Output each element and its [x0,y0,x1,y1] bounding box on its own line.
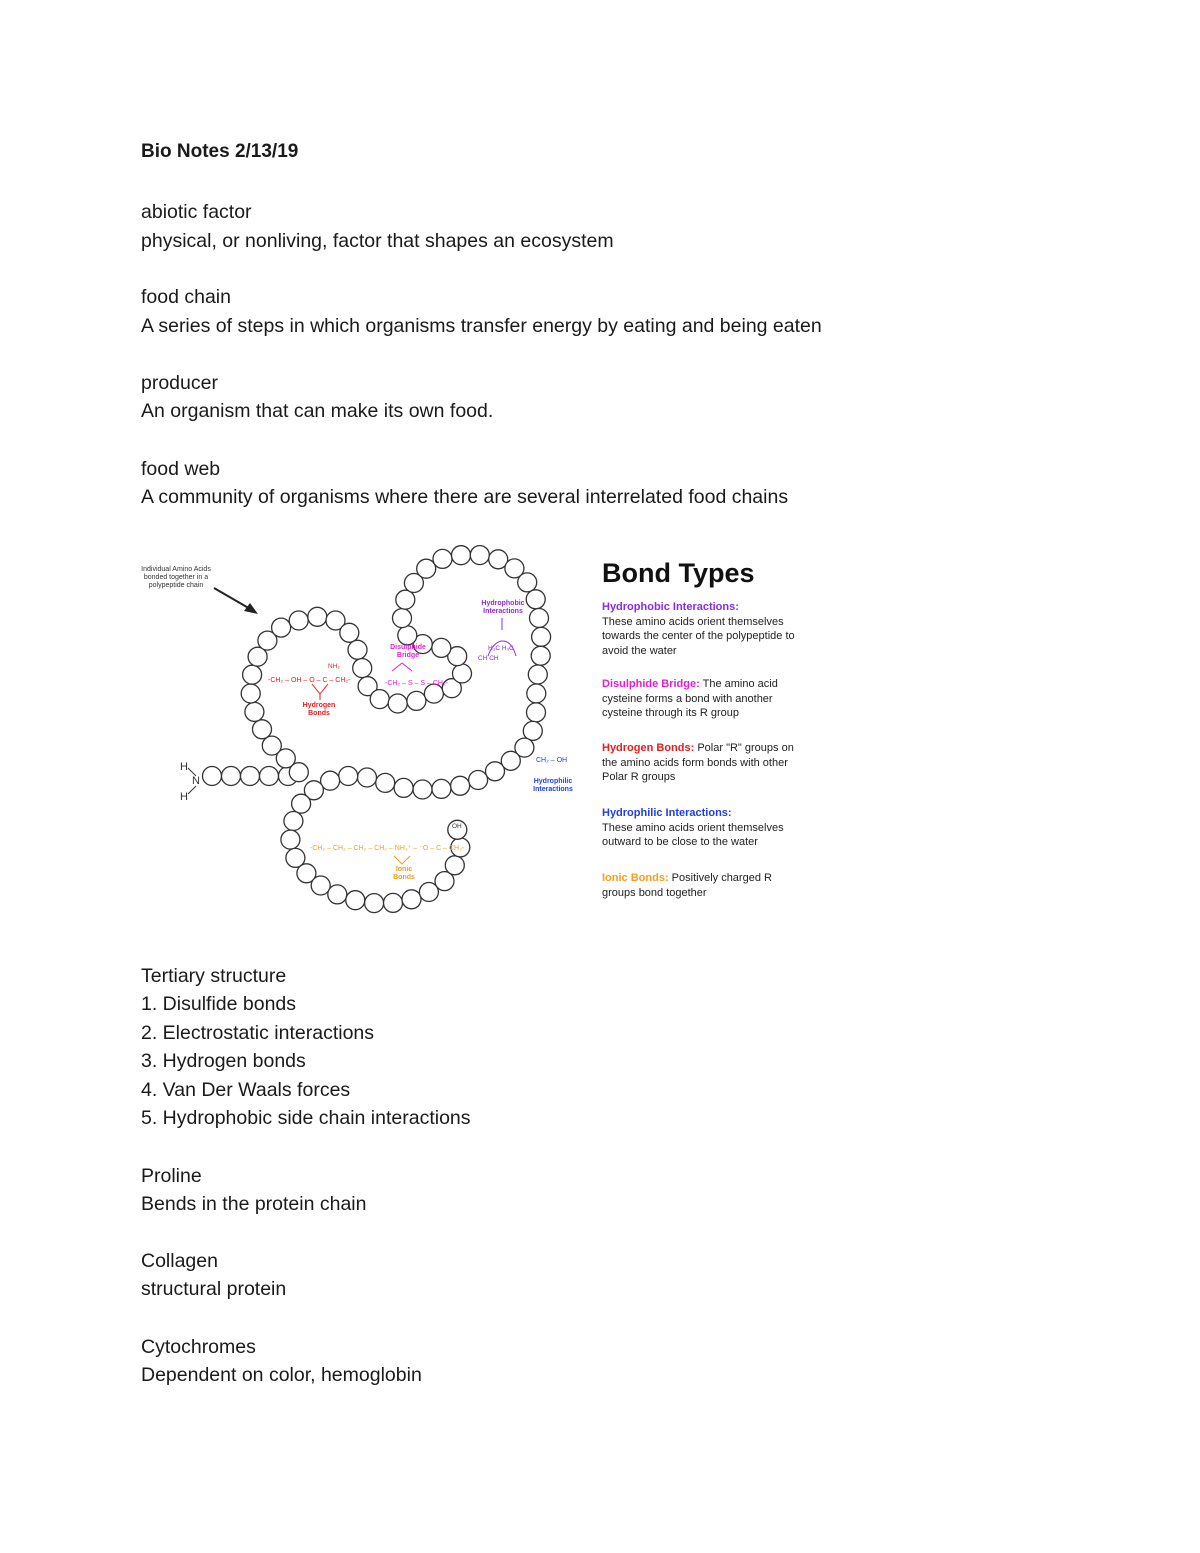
amino-acid-bead [527,703,546,722]
term-abiotic-factor: abiotic factor [141,201,252,223]
tertiary-item: 3. Hydrogen bonds [141,1050,306,1072]
amine-h-top: H [180,761,188,773]
amino-acid-bead [388,694,407,713]
amino-acid-bead [527,684,546,703]
term-producer: producer [141,372,218,394]
amino-acid-bead [384,893,403,912]
caption-arrow-head [244,603,258,614]
hydrogen-bonds-label: Hydrogen Bonds [302,702,336,717]
bond-type-name: Hydrophobic Interactions: [602,601,739,613]
polypeptide-chain-diagram [132,538,592,928]
amino-acid-bead [394,778,413,797]
amino-acid-bead [365,894,384,913]
amino-acid-bead [393,609,412,628]
hydrophilic-interactions-label: Hydrophilic Interactions [533,778,573,793]
amino-acid-bead [241,767,260,786]
bond-types-title: Bond Types [602,558,755,588]
definition-abiotic-factor: physical, or nonliving, factor that shapes an ecosystem [141,230,614,252]
bond-type-text: These amino acids orient themselves towards the center of the polypeptide to avoid the water [602,615,795,657]
tertiary-heading: Tertiary structure [141,965,287,987]
amino-acid-bead [346,891,365,910]
amino-acid-bead [311,876,330,895]
amino-acid-bead [376,773,395,792]
bond-type-text: Positively charged R groups bond together [602,872,772,899]
amino-acid-bead [528,665,547,684]
amino-acid-bead [452,546,471,565]
bond-type-text: The amino acid cysteine forms a bond with another cysteine through its R group [602,678,778,720]
amino-acid-bead [358,768,377,787]
hydrophobic-interactions-label: Hydrophobic Interactions [481,600,525,615]
amino-acid-bead [245,702,264,721]
amino-acid-bead [417,559,436,578]
amino-acid-bead [486,762,505,781]
amino-acid-bead [402,890,421,909]
amino-acid-bead [272,618,291,637]
amino-acid-bead [222,767,241,786]
amino-acid-bead [203,767,222,786]
amino-acid-bead [339,767,358,786]
svg-text:H₃C H₃C: H₃C H₃C [488,645,514,652]
amino-acid-bead [281,830,300,849]
bond-type-hydrophobic [602,600,802,658]
amino-acid-bead [292,794,311,813]
tertiary-item: 1. Disulfide bonds [141,993,297,1015]
bond-type-name: Hydrophilic Interactions: [602,807,732,819]
svg-text:CH₂ – OH: CH₂ – OH [536,757,568,764]
term-collagen: Collagen [141,1250,218,1272]
definition-food-chain: A series of steps in which organisms transfer energy by eating and being eaten [141,315,822,337]
amino-acid-bead [308,607,327,626]
definition-food-web: A community of organisms where there are several interrelated food chains [141,486,789,508]
amino-acid-bead [407,691,426,710]
amino-acid-bead [398,626,417,645]
term-cytochromes: Cytochromes [141,1336,256,1358]
amino-acid-bead [260,767,279,786]
bond-type-disulphide [602,677,802,721]
amino-acid-bead [453,664,472,683]
definition-producer: An organism that can make its own food. [141,400,494,422]
amino-acid-bead [253,720,272,739]
amine-h-bottom: H [180,791,188,803]
tertiary-item: 2. Electrostatic interactions [141,1022,375,1044]
amino-acid-bead [413,780,432,799]
amino-acid-bead [370,690,389,709]
bond-type-name: Disulphide Bridge: [602,678,700,690]
bond-type-hydrophilic [602,806,802,850]
document-title: Bio Notes 2/13/19 [141,141,299,162]
amino-acid-bead [445,856,464,875]
ionic-bonds-label: Ionic Bonds [393,866,415,881]
bond-type-ionic [602,871,802,900]
svg-text:OH: OH [452,823,462,830]
svg-text:NH₂: NH₂ [328,663,340,670]
bond-type-hydrogen [602,741,802,785]
svg-text:CH CH: CH CH [478,655,499,662]
amine-n: N [192,775,200,787]
term-food-chain: food chain [141,286,231,308]
amino-acid-bead [470,546,489,565]
amino-acid-bead [432,638,451,657]
amino-acid-bead [532,627,551,646]
definition-cytochromes: Dependent on color, hemoglobin [141,1364,422,1386]
term-proline: Proline [141,1165,202,1187]
amino-acid-bead [262,736,281,755]
protein-structure-figure [132,538,795,928]
tertiary-item: 5. Hydrophobic side chain interactions [141,1107,471,1129]
amino-acid-bead [241,684,260,703]
amino-acid-bead [433,549,452,568]
chain-caption: Individual Amino Acids bonded together in a polypeptide chain [141,566,211,589]
amino-acid-bead [523,721,542,740]
bond-type-name: Ionic Bonds: [602,872,669,884]
amino-acid-bead [348,640,367,659]
amino-acid-bead [289,611,308,630]
disulphide-bridge-label: Disulphide Bridge [390,644,426,659]
amino-acid-bead [451,776,470,795]
amino-acid-bead [432,779,451,798]
bond-type-name: Hydrogen Bonds: [602,742,695,754]
amino-acid-bead [328,885,347,904]
amino-acid-bead [243,665,262,684]
svg-text:-CH₂ – OH – O – C – CH₂-: -CH₂ – OH – O – C – CH₂- [268,677,351,684]
bond-type-text: Polar "R" groups on the amino acids form bonds with other Polar R groups [602,742,794,784]
definition-proline: Bends in the protein chain [141,1193,367,1215]
amino-acid-bead [353,659,372,678]
amino-acid-bead [340,623,359,642]
bond-type-text: These amino acids orient themselves outward to be close to the water [602,821,784,849]
definition-collagen: structural protein [141,1278,287,1300]
amino-acid-bead [469,771,488,790]
term-food-web: food web [141,458,221,480]
amino-acid-bead [396,590,415,609]
svg-text:-CH₂ – CH₂ – CH₂ – CH₂ – NH₃⁺: -CH₂ – CH₂ – CH₂ – CH₂ – NH₃⁺ – ⁻O – C – CH₂- [310,845,465,852]
amino-acid-bead [284,812,303,831]
svg-text:-CH₂ – S – S – CH₂-: -CH₂ – S – S – CH₂- [385,680,449,687]
tertiary-item: 4. Van Der Waals forces [141,1079,351,1101]
caption-arrow [214,588,252,610]
amino-acid-bead [518,573,537,592]
amino-acid-bead [531,646,550,665]
